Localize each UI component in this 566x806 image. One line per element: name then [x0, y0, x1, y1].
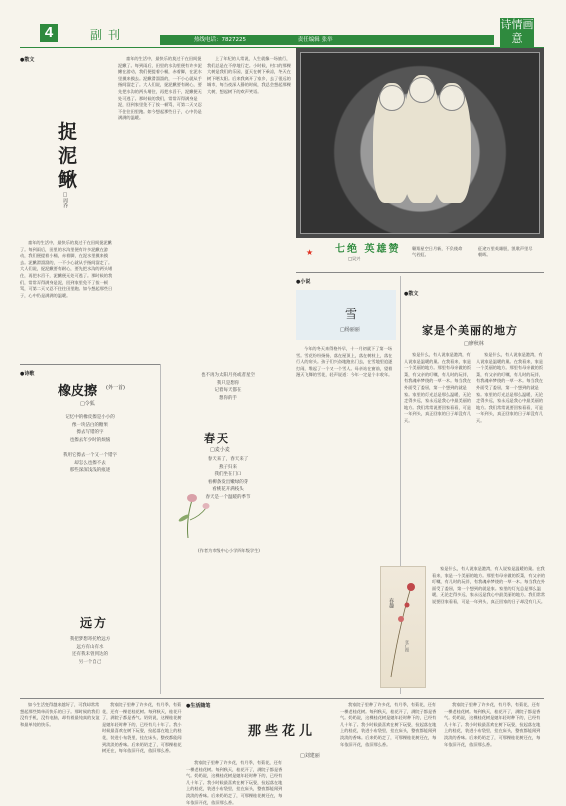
home-body-col-3: 家是什么，有人说家是港湾，有人说家是温暖的巢。在我看来，家是一个美丽的地方。那里有母亲做的饭菜，有父亲的叮嘱，有儿时的玩伴，有我魂牵梦绕的一草一木。每当我在外面受了委屈，第一个想到的就是家。家里的灯光总是那么温暖，无论走得多远，家永远是我心中最美丽的地方。我们常常说要回家看看，可是一年到头，真正回家的日子却没有几天。	[432, 566, 546, 604]
poem-title: 橡皮擦	[58, 384, 98, 399]
painting-art	[381, 567, 427, 689]
spring-intro	[166, 372, 290, 402]
star-icon: ★	[306, 248, 314, 257]
astronaut-right	[433, 83, 471, 203]
caption-poem-b: 征途万里英雄胆，凯歌声里尽朝晖。	[478, 246, 533, 257]
poem-line: 看桃花开满枝头	[212, 487, 244, 492]
divider	[20, 364, 160, 365]
photo-caption-author: □吴兴	[348, 256, 361, 261]
snow-body: 今年的冬天来得格外早，十一月初就下了第一场雪。雪花纷纷扬扬，落在屋顶上，落在树枝上，落在行人的肩头。孩子们兴奋地跑出门去，在雪地里追逐打闹，堆起了一个又一个雪人。母亲站在窗前，望着漫天飞舞的雪花，轻声说道：今年一定是个丰收年。	[296, 346, 393, 378]
bottom-left-body-2: 我家院子里种了许多花，有月季，有菊花，还有一棵老桂花树。每到秋天，桂花开了，满院子都是香气。奶奶说，这棵桂花树是她年轻时种下的，已经有几十年了。我小时候最喜欢在树下玩耍，捡起落在地上的桂花，装进小布袋里，挂在床头，整夜都能闻到淡淡的香味。后来奶奶走了，可那棵桂花树还在，每年依旧开花，依旧那么香。	[102, 702, 182, 754]
snow-author: □杨丽丽	[340, 327, 360, 333]
caption-poem-a: 翱翔星空日月新，不负使命气若虹。	[412, 246, 463, 257]
middle-top-body: 上了年纪的人常说，人生就像一场旅行，我们总是在不停地行走。小时候，村口的那棵大树是我们的乐园，夏天在树下乘凉，冬天在树下晒太阳。后来我离开了家乡，去了很远的城市，每当夜深人静的时候，我总会想起那棵大树，想起树下的欢声笑语。	[207, 56, 291, 94]
flower-illustration	[162, 490, 214, 540]
poem-line: 也不再为太阳月亮或者星空	[201, 373, 255, 378]
poem-line: 还有我未曾到达的	[72, 652, 108, 657]
bottom-left-body: 如今生活变得越来越好了，可我却常常想起那些简单而快乐的日子。那时候的我们没有手机，没有电脑，却有着最纯真的友谊和最单纯的快乐。	[20, 702, 100, 727]
page-number: 4	[40, 24, 58, 42]
photo-caption-title: 七绝 英雄赞	[335, 244, 401, 255]
poem-subtitle: (外一首)	[106, 385, 125, 391]
column-divider	[160, 364, 161, 694]
poem-line: 却怎么也擦不去	[74, 460, 106, 466]
divider	[296, 272, 544, 273]
poem-author: □令狐	[80, 401, 95, 407]
poem-line: 我们坐在门口	[214, 472, 242, 477]
poem-title-2: 远方	[80, 616, 109, 630]
snow-title: 雪	[345, 307, 358, 321]
column-tag: ●小说	[296, 279, 311, 285]
poem-line: 燕子归来	[219, 464, 237, 470]
spring-author: □麦小麦	[210, 447, 230, 453]
flowers-body-2: 我家院子里种了许多花，有月季，有菊花，还有一棵老桂花树。每到秋天，桂花开了，满院子都是香气。奶奶说，这棵桂花树是她年轻时种下的，已经有几十年了。我小时候最喜欢在树下玩耍，捡起落在地上的桂花，装进小布袋里，挂在床头，整夜都能闻到淡淡的香味。后来奶奶走了，可那棵桂花树还在，每年依旧开花，依旧那么香。	[340, 702, 437, 747]
flowers-title: 那些花儿	[248, 724, 317, 739]
poem-line: 那些深深浅浅的痕迹	[69, 468, 111, 473]
article-body: 童年的生活中，最快乐的莫过于在田间捉泥鳅了。每到雨后，田里的水沟里便有许多泥鳅在游动，我们便提着小桶，赤着脚，在泥水里摸来摸去。泥鳅滑溜溜的，一不小心就从手指间溜走了。大人们说，捉泥鳅要有耐心，要先把水沟的两头堵住，再把水舀干，泥鳅便无处可逃了。那时候的我们，常常弄得满身是泥，回到家里免不了挨一顿骂，可第二天又忍不住往田里跑。如今想起那些日子，心中仍是满满的温暖。	[20, 240, 113, 298]
poem-line: 春天来了，春天来了	[207, 457, 249, 462]
poem-line: 我只是想你	[216, 380, 240, 386]
poem-line: 像一块洁白的糖果	[72, 422, 108, 428]
flower-painting	[380, 566, 426, 688]
section-name: 副刊	[90, 28, 127, 42]
painting-label: 春趣	[388, 598, 394, 608]
page-header	[0, 0, 566, 46]
column-logo: 诗情画意	[500, 18, 534, 48]
spring-source: (作者为市级中心小学四年级学生)	[198, 548, 260, 553]
poem-lines	[30, 414, 150, 475]
column-tag: ●散文	[404, 291, 419, 297]
flowers-author: □刘建丽	[300, 753, 320, 759]
hotline: 热线电话：7827225	[194, 37, 246, 43]
poem-lines-2	[30, 636, 150, 666]
column-tag: ●诗歌	[20, 371, 35, 377]
poem-line: 想你的手	[219, 395, 237, 401]
home-body-col-2: 家是什么，有人说家是港湾，有人说家是温暖的巢。在我看来，家是一个美丽的地方。那里有母亲做的饭菜，有父亲的叮嘱，有儿时的玩伴，有我魂牵梦绕的一草一木。每当我在外面受了委屈，第一个想到的就是家。家里的灯光总是那么温暖，无论走得多远，家永远是我心中最美丽的地方。我们常常说要回家看看，可是一年到头，真正回家的日子却没有几天。	[476, 352, 544, 423]
home-author: □廖秋林	[464, 341, 484, 347]
poem-line: 也擦去年少时的烦恼	[69, 437, 111, 443]
home-title: 家是个美丽的地方	[422, 324, 518, 337]
editor: 责任编辑 张举	[297, 37, 333, 43]
home-body-col-1: 家是什么，有人说家是港湾，有人说家是温暖的巢。在我看来，家是一个美丽的地方。那里有母亲做的饭菜，有父亲的叮嘱，有儿时的玩伴，有我魂牵梦绕的一草一木。每当我在外面受了委屈，第一个想到的就是家。家里的灯光总是那么温暖，无论走得多远，家永远是我心中最美丽的地方。我们常常说要回家看看，可是一年到头，真正回家的日子却没有几天。	[404, 352, 472, 423]
dateline-bar	[160, 35, 494, 45]
article-title: 捉泥鳅	[58, 121, 78, 191]
article-body-continued: 童年的生活中，最快乐的莫过于在田间捉泥鳅了。每到雨后，田里的水沟里便有许多泥鳅在游动，我们便提着小桶，赤着脚，在泥水里摸来摸去。泥鳅滑溜溜的，一不小心就从手指间溜走了。大人们说，捉泥鳅要有耐心，要先把水沟的两头堵住，再把水舀干，泥鳅便无处可逃了。那时候的我们，常常弄得满身是泥，回到家里免不了挨一顿骂，可第二天又忍不住往田里跑。如今想起那些日子，心中仍是满满的温暖。	[118, 56, 202, 121]
poem-line: 看柳条发出嫩绿的芽	[207, 479, 249, 485]
poem-line: 另一个自己	[78, 659, 102, 665]
poem-line: 擦去写错的字	[76, 430, 104, 435]
divider	[20, 698, 544, 699]
column-tag: ●散文	[20, 57, 35, 63]
spring-title: 春天	[204, 432, 230, 445]
article-author: □周乔	[62, 192, 68, 208]
column-tag: ●生活随笔	[186, 703, 211, 709]
poem-line: 春天是一个温暖的季节	[205, 494, 251, 500]
poem-line: 远方有山有水	[76, 644, 104, 650]
poem-line: 我把梦想寄托给远方	[69, 637, 111, 642]
painting-artist: 张仁摄	[405, 640, 410, 652]
photo-frame	[300, 52, 540, 234]
poem-line: 记忆中的橡皮擦是小小的	[65, 415, 115, 420]
poem-line: 我用它擦去一个又一个错字	[63, 453, 117, 458]
poem-line: 记着每天都在	[214, 388, 242, 393]
flowers-body-1: 我家院子里种了许多花，有月季，有菊花，还有一棵老桂花树。每到秋天，桂花开了，满院子都是香气。奶奶说，这棵桂花树是她年轻时种下的，已经有几十年了。我小时候最喜欢在树下玩耍，捡起落在地上的桂花，装进小布袋里，挂在床头，整夜都能闻到淡淡的香味。后来奶奶走了，可那棵桂花树还在，每年依旧开花，依旧那么香。	[186, 760, 283, 805]
flowers-body-3: 我家院子里种了许多花，有月季，有菊花，还有一棵老桂花树。每到秋天，桂花开了，满院子都是香气。奶奶说，这棵桂花树是她年轻时种下的，已经有几十年了。我小时候最喜欢在树下玩耍，捡起落在地上的桂花，装进小布袋里，挂在床头，整夜都能闻到淡淡的香味。后来奶奶走了，可那棵桂花树还在，每年依旧开花，依旧那么香。	[444, 702, 541, 747]
